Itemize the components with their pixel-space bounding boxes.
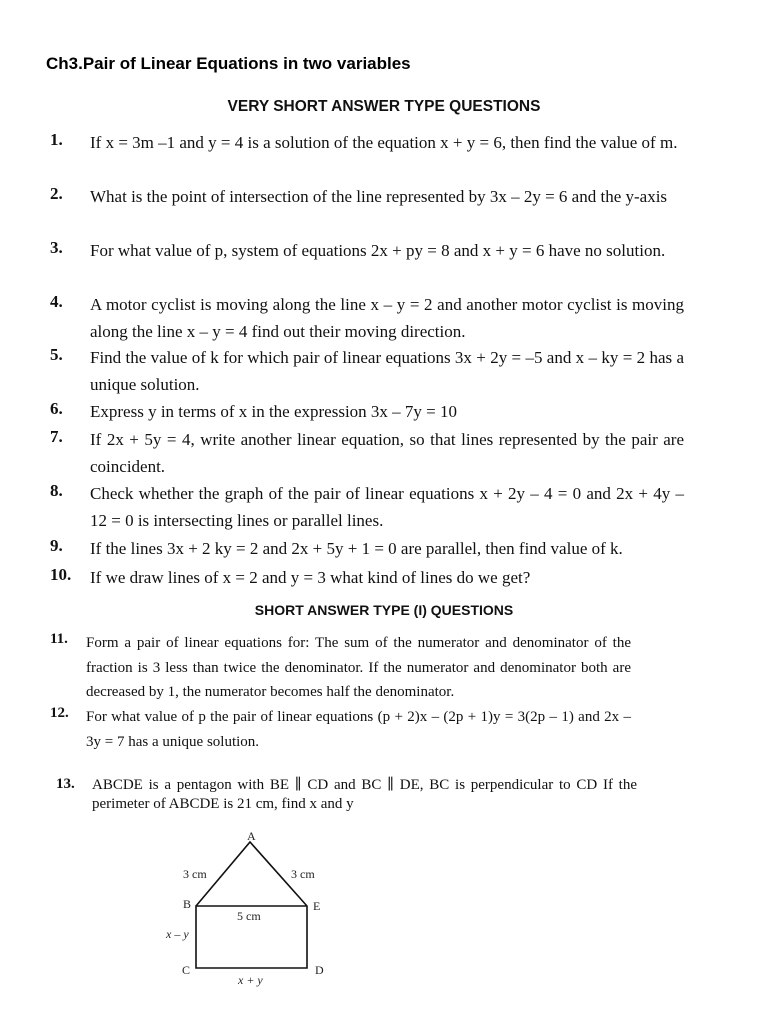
question-text: Check whether the graph of the pair of linear equations x + 2y – 4 = 0 and 2x + 4y – 12 = 0 is intersecting lines or parallel lines.: [90, 484, 684, 530]
question-number: 4.: [50, 292, 63, 311]
question-text: If x = 3m –1 and y = 4 is a solution of the equation x + y = 6, then find the value of m.: [90, 133, 678, 152]
section-heading-very-short: VERY SHORT ANSWER TYPE QUESTIONS: [227, 98, 541, 115]
question-text: Express y in terms of x in the expression 3x – 7y = 10: [90, 402, 458, 421]
question-number: 6.: [50, 399, 63, 418]
question-text: Form a pair of linear equations for: The sum of the numerator and denominator of the fraction is 3 less than twice the denominator. If the numerator and denominator both are decreased by 1, the numerator becomes half the denominator.: [86, 635, 631, 700]
question-text: Find the value of k for which pair of linear equations 3x + 2y = –5 and x – ky = 2 has a unique solution.: [90, 348, 684, 394]
question-number: 7.: [50, 427, 63, 446]
question-text: A motor cyclist is moving along the line x – y = 2 and another motor cyclist is moving along the line x – y = 4 find out their moving direction.: [90, 295, 684, 341]
side-bc-label: x – y: [166, 927, 189, 941]
vertex-b-label: B: [183, 897, 192, 911]
question-text: If 2x + 5y = 4, write another linear equation, so that lines represented by the pair are coincident.: [90, 430, 684, 476]
pentagon-outline: [196, 842, 307, 968]
section-heading-short-answer: SHORT ANSWER TYPE (I) QUESTIONS: [254, 602, 514, 618]
question-number: 5.: [50, 345, 63, 364]
question-number: 13.: [56, 776, 75, 792]
question-number: 3.: [50, 238, 63, 257]
question-text: ABCDE is a pentagon with BE ∥ CD and BC ∥ DE, BC is perpendicular to CD If the perimeter of ABCDE is 21 cm, find x and y: [92, 777, 637, 812]
vertex-e-label: E: [313, 899, 321, 913]
question-number: 11.: [50, 631, 68, 647]
page-title: Ch3.Pair of Linear Equations in two variables: [46, 54, 411, 73]
question-text: For what value of p, system of equations 2x + py = 8 and x + y = 6 have no solution.: [90, 241, 666, 260]
side-ab-label: 3 cm: [183, 867, 207, 881]
vertex-c-label: C: [182, 963, 191, 977]
vertex-d-label: D: [315, 963, 324, 977]
question-text: If the lines 3x + 2 ky = 2 and 2x + 5y + 1 = 0 are parallel, then find value of k.: [90, 539, 623, 558]
question-number: 10.: [50, 565, 72, 584]
question-number: 12.: [50, 705, 69, 721]
question-number: 8.: [50, 481, 63, 500]
vertex-a-label: A: [247, 832, 256, 843]
side-be-label: 5 cm: [237, 909, 261, 923]
question-number: 1.: [50, 130, 63, 149]
question-text: What is the point of intersection of the line represented by 3x – 2y = 6 and the y-axis: [90, 187, 668, 206]
question-text: For what value of p the pair of linear equations (p + 2)x – (2p + 1)y = 3(2p – 1) and 2x – 3y = 7 has a unique solution.: [86, 709, 631, 750]
side-ae-label: 3 cm: [291, 867, 315, 881]
pentagon-figure: [150, 832, 350, 992]
side-cd-label: x + y: [238, 973, 263, 987]
question-number: 2.: [50, 184, 63, 203]
question-text: If we draw lines of x = 2 and y = 3 what kind of lines do we get?: [90, 568, 531, 587]
question-number: 9.: [50, 536, 63, 555]
